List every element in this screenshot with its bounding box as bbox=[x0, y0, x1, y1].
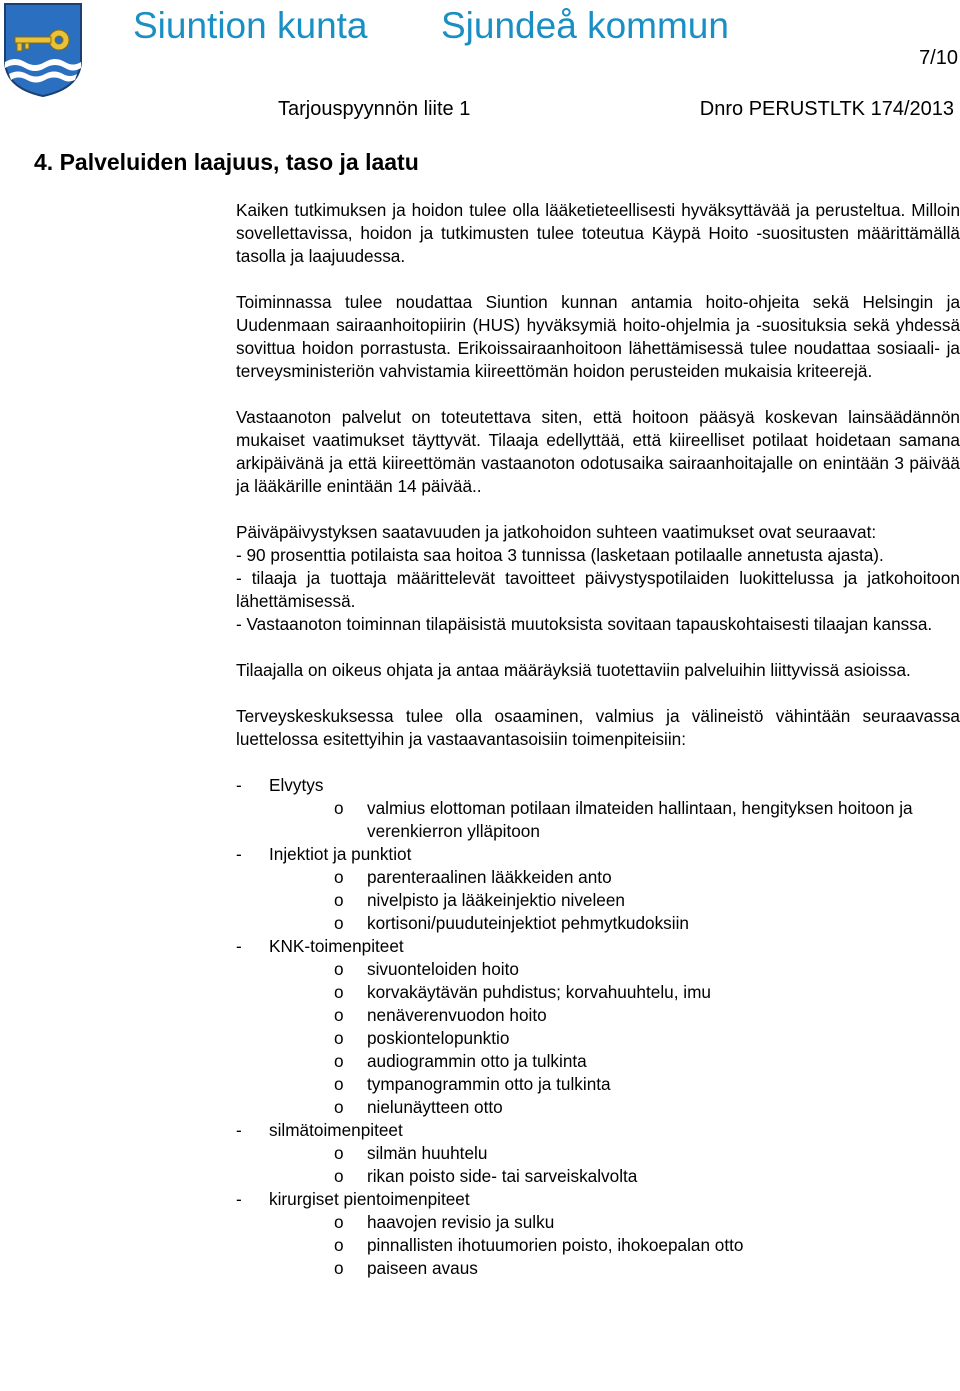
list-bullet: o bbox=[334, 982, 344, 1002]
emergency-item: - 90 prosenttia potilaista saa hoitoa 3 tunnissa (lasketaan potilaalle annetusta ajasta). bbox=[236, 545, 884, 565]
list-bullet: o bbox=[334, 1166, 344, 1186]
procedure-item bbox=[236, 1119, 960, 1188]
paragraph-quality: Kaiken tutkimuksen ja hoidon tulee olla lääketieteellisesti hyväksyttävää ja perusteltua. Milloin sovellettavissa, hoidon ja tutkimusten tulee toteutua Käypä Hoito -suositusten määrittämällä tasolla ja laajuudessa. bbox=[236, 200, 960, 266]
procedure-subitem bbox=[334, 1027, 960, 1050]
reference-number: Dnro PERUSTLTK 174/2013 bbox=[699, 98, 954, 120]
procedure-subitem bbox=[334, 1004, 960, 1027]
list-bullet: o bbox=[334, 890, 344, 910]
procedure-item bbox=[236, 843, 960, 935]
emergency-item: - tilaaja ja tuottaja määrittelevät tavoitteet päivystyspotilaiden luokittelussa ja jatkohoitoon lähettämisessä. bbox=[236, 568, 960, 611]
list-bullet: o bbox=[334, 1258, 344, 1278]
procedure-title: Injektiot ja punktiot bbox=[269, 844, 412, 864]
list-bullet: o bbox=[334, 913, 344, 933]
procedure-subitem-text: sivuonteloiden hoito bbox=[367, 959, 519, 979]
procedure-item bbox=[236, 1188, 960, 1280]
emergency-intro: Päiväpäivystyksen saatavuuden ja jatkohoidon suhteen vaatimukset ovat seuraavat: bbox=[236, 522, 877, 542]
procedure-subitem-text: silmän huuhtelu bbox=[367, 1143, 488, 1163]
procedure-subitem-text: valmius elottoman potilaan ilmateiden hallintaan, hengityksen hoitoon ja verenkierron ylläpitoon bbox=[367, 798, 913, 841]
procedure-subitems bbox=[269, 866, 960, 935]
list-bullet: o bbox=[334, 1235, 344, 1255]
list-dash: - bbox=[236, 1189, 242, 1209]
list-bullet: o bbox=[334, 1028, 344, 1048]
list-bullet: o bbox=[334, 1005, 344, 1025]
list-bullet: o bbox=[334, 1051, 344, 1071]
procedure-title: kirurgiset pientoimenpiteet bbox=[269, 1189, 470, 1209]
procedure-subitem bbox=[334, 1096, 960, 1119]
section-heading: 4. Palveluiden laajuus, taso ja laatu bbox=[34, 149, 419, 175]
procedure-title: KNK-toimenpiteet bbox=[269, 936, 404, 956]
procedure-subitem bbox=[334, 866, 960, 889]
procedure-subitem bbox=[334, 958, 960, 981]
procedures-intro: Terveyskeskuksessa tulee olla osaaminen, valmius ja välineistö vähintään seuraavassa luettelossa esitettyihin ja vastaavantasoisiin toimenpiteisiin: bbox=[236, 706, 960, 749]
procedure-subitem bbox=[334, 981, 960, 1004]
procedure-subitem bbox=[334, 1234, 960, 1257]
procedure-subitem bbox=[334, 1050, 960, 1073]
list-bullet: o bbox=[334, 1143, 344, 1163]
list-dash: - bbox=[236, 1120, 242, 1140]
list-bullet: o bbox=[334, 959, 344, 979]
list-bullet: o bbox=[334, 1074, 344, 1094]
procedure-subitem-text: korvakäytävän puhdistus; korvahuuhtelu, imu bbox=[367, 982, 711, 1002]
procedure-subitem bbox=[334, 1165, 960, 1188]
procedure-item bbox=[236, 774, 960, 843]
page-number: 7/10 bbox=[919, 47, 958, 69]
paragraph-right-to-instruct: Tilaajalla on oikeus ohjata ja antaa määräyksiä tuotettaviin palveluihin liittyvissä asioissa. bbox=[236, 660, 911, 680]
procedure-subitem-text: tympanogrammin otto ja tulkinta bbox=[367, 1074, 611, 1094]
emergency-item: - Vastaanoton toiminnan tilapäisistä muutoksista sovitaan tapauskohtaisesti tilaajan kanssa. bbox=[236, 614, 933, 634]
procedure-subitem-text: rikan poisto side- tai sarveiskalvolta bbox=[367, 1166, 638, 1186]
procedure-subitem-text: nielunäytteen otto bbox=[367, 1097, 503, 1117]
procedure-subitem-text: audiogrammin otto ja tulkinta bbox=[367, 1051, 587, 1071]
list-dash: - bbox=[236, 775, 242, 795]
procedure-subitem-text: nivelpisto ja lääkeinjektio niveleen bbox=[367, 890, 625, 910]
procedure-subitem-text: nenäverenvuodon hoito bbox=[367, 1005, 547, 1025]
procedure-subitems bbox=[269, 1211, 960, 1280]
procedure-subitem bbox=[334, 912, 960, 935]
procedure-item bbox=[236, 935, 960, 1119]
attachment-label: Tarjouspyynnön liite 1 bbox=[278, 98, 471, 120]
procedure-subitem bbox=[334, 889, 960, 912]
procedure-subitem-text: parenteraalinen lääkkeiden anto bbox=[367, 867, 612, 887]
procedure-subitem bbox=[334, 797, 960, 843]
procedure-subitem bbox=[334, 1257, 960, 1280]
list-bullet: o bbox=[334, 867, 344, 887]
municipality-name-fi: Siuntion kunta bbox=[133, 5, 368, 46]
paragraph-access: Vastaanoton palvelut on toteutettava siten, että hoitoon pääsyä koskevan lainsäädännön mukaiset vaatimukset täyttyvät. Tilaaja edellyttää, että kiireelliset potilaat hoidetaan samana arkipäivänä ja että kiireettömän vastaanoton odotusaika sairaanhoitajalle on enintään 3 päivää ja lääkärille enintään 14 päivää.. bbox=[236, 407, 960, 496]
procedure-title: silmätoimenpiteet bbox=[269, 1120, 403, 1140]
procedure-subitem-text: pinnallisten ihotuumorien poisto, ihokoepalan otto bbox=[367, 1235, 744, 1255]
procedure-subitems bbox=[269, 1142, 960, 1188]
document-body bbox=[236, 199, 960, 1280]
procedure-subitem-text: poskiontelopunktio bbox=[367, 1028, 510, 1048]
list-dash: - bbox=[236, 936, 242, 956]
municipality-name-sv: Sjundeå kommun bbox=[441, 5, 729, 46]
municipality-crest-icon bbox=[3, 2, 83, 98]
procedure-subitem-text: haavojen revisio ja sulku bbox=[367, 1212, 555, 1232]
procedure-subitem bbox=[334, 1142, 960, 1165]
procedure-subitem bbox=[334, 1073, 960, 1096]
procedure-subitems bbox=[269, 797, 960, 843]
procedures-list bbox=[236, 774, 960, 1280]
procedure-subitem bbox=[334, 1211, 960, 1234]
list-bullet: o bbox=[334, 1212, 344, 1232]
procedure-title: Elvytys bbox=[269, 775, 324, 795]
list-bullet: o bbox=[334, 798, 344, 818]
list-dash: - bbox=[236, 844, 242, 864]
procedure-subitem-text: kortisoni/puuduteinjektiot pehmytkudoksiin bbox=[367, 913, 689, 933]
procedure-subitems bbox=[269, 958, 960, 1119]
list-bullet: o bbox=[334, 1097, 344, 1117]
procedure-subitem-text: paiseen avaus bbox=[367, 1258, 478, 1278]
paragraph-guidelines: Toiminnassa tulee noudattaa Siuntion kunnan antamia hoito-ohjeita sekä Helsingin ja Uudenmaan sairaanhoitopiirin (HUS) hyväksymiä hoito-ohjelmia ja -suosituksia sekä yhdessä sovittua hoidon porrastusta. Erikoissairaanhoitoon lähettämisessä tulee noudattaa sosiaali- ja terveysministeriön vahvistamia kiireettömän hoidon perusteiden mukaisia kriteerejä. bbox=[236, 292, 960, 381]
